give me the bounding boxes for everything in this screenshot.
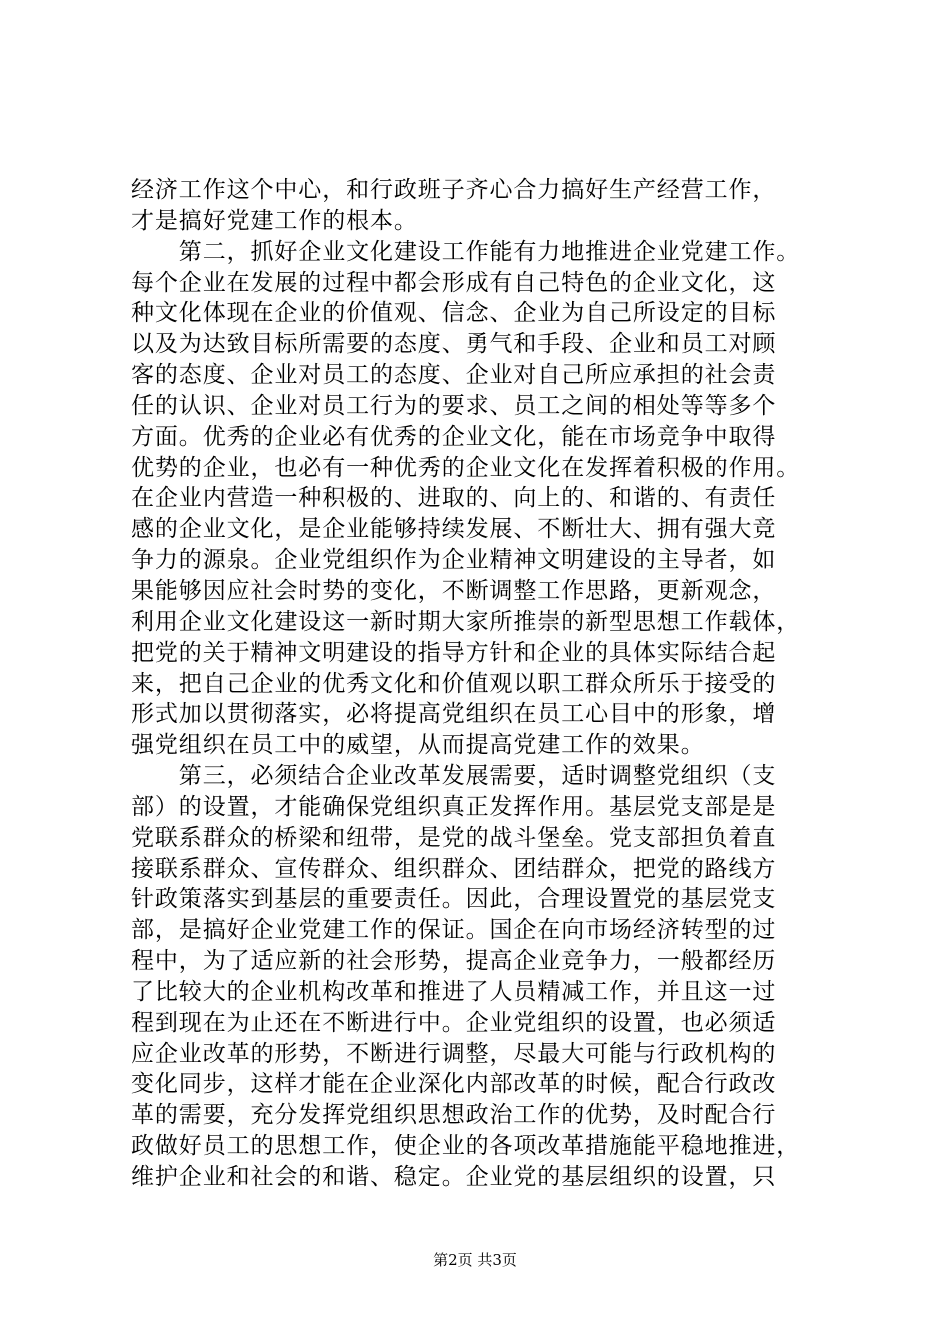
text-line: 在企业内营造一种积极的、进取的、向上的、和谐的、有责任 [131,485,777,512]
text-line: 维护企业和社会的和谐、稳定。企业党的基层组织的设置，只 [131,1164,777,1190]
body-text [131,175,831,1193]
text-line: 部）的设置，才能确保党组织真正发挥作用。基层党支部是是 [131,793,777,820]
text-line: 了比较大的企业机构改革和推进了人员精减工作，并且这一过 [131,978,777,1005]
text-line: 政做好员工的思想工作，使企业的各项改革措施能平稳地推进， [131,1133,801,1160]
text-line: 第二，抓好企业文化建设工作能有力地推进企业党建工作。 [131,238,801,265]
text-line: 革的需要，充分发挥党组织思想政治工作的优势，及时配合行 [131,1102,777,1129]
text-line: 感的企业文化，是企业能够持续发展、不断壮大、拥有强大竞 [131,516,777,543]
text-line: 党联系群众的桥梁和纽带，是党的战斗堡垒。党支部担负着直 [131,824,777,851]
text-line: 客的态度、企业对员工的态度、企业对自己所应承担的社会责 [131,362,777,389]
text-line: 以及为达致目标所需要的态度、勇气和手段、企业和员工对顾 [131,331,777,358]
page-number: 第2页 共3页 [433,1251,517,1269]
text-line: 利用企业文化建设这一新时期大家所推崇的新型思想工作载体， [131,608,801,635]
text-line: 把党的关于精神文明建设的指导方针和企业的具体实际结合起 [131,639,777,666]
text-line: 部，是搞好企业党建工作的保证。国企在向市场经济转型的过 [131,917,777,944]
text-line: 果能够因应社会时势的变化，不断调整工作思路，更新观念， [131,577,777,604]
text-line: 程中，为了适应新的社会形势，提高企业竞争力，一般都经历 [131,948,777,975]
text-line: 形式加以贯彻落实，必将提高党组织在员工心目中的形象，增 [131,701,777,728]
text-line: 应企业改革的形势，不断进行调整，尽最大可能与行政机构的 [131,1040,777,1067]
text-line: 针政策落实到基层的重要责任。因此，合理设置党的基层党支 [131,886,777,913]
text-line: 方面。优秀的企业必有优秀的企业文化，能在市场竞争中取得 [131,423,777,450]
text-line: 才是搞好党建工作的根本。 [131,207,418,234]
text-line: 第三，必须结合企业改革发展需要，适时调整党组织（支 [131,763,777,790]
text-line: 任的认识、企业对员工行为的要求、员工之间的相处等等多个 [131,392,777,419]
text-line: 优势的企业，也必有一种优秀的企业文化在发挥着积极的作用。 [131,454,801,481]
text-line: 争力的源泉。企业党组织作为企业精神文明建设的主导者，如 [131,547,777,574]
text-line: 接联系群众、宣传群众、组织群众、团结群众，把党的路线方 [131,855,777,882]
text-line: 程到现在为止还在不断进行中。企业党组织的设置，也必须适 [131,1009,777,1036]
text-line: 来，把自己企业的优秀文化和价值观以职工群众所乐于接受的 [131,670,777,697]
text-line: 每个企业在发展的过程中都会形成有自己特色的企业文化，这 [131,269,777,296]
text-line: 种文化体现在企业的价值观、信念、企业为自己所设定的目标 [131,300,777,327]
text-line: 变化同步，这样才能在企业深化内部改革的时候，配合行政改 [131,1071,777,1098]
text-line: 强党组织在员工中的威望，从而提高党建工作的效果。 [131,732,705,759]
text-line: 经济工作这个中心，和行政班子齐心合力搞好生产经营工作， [131,177,777,203]
